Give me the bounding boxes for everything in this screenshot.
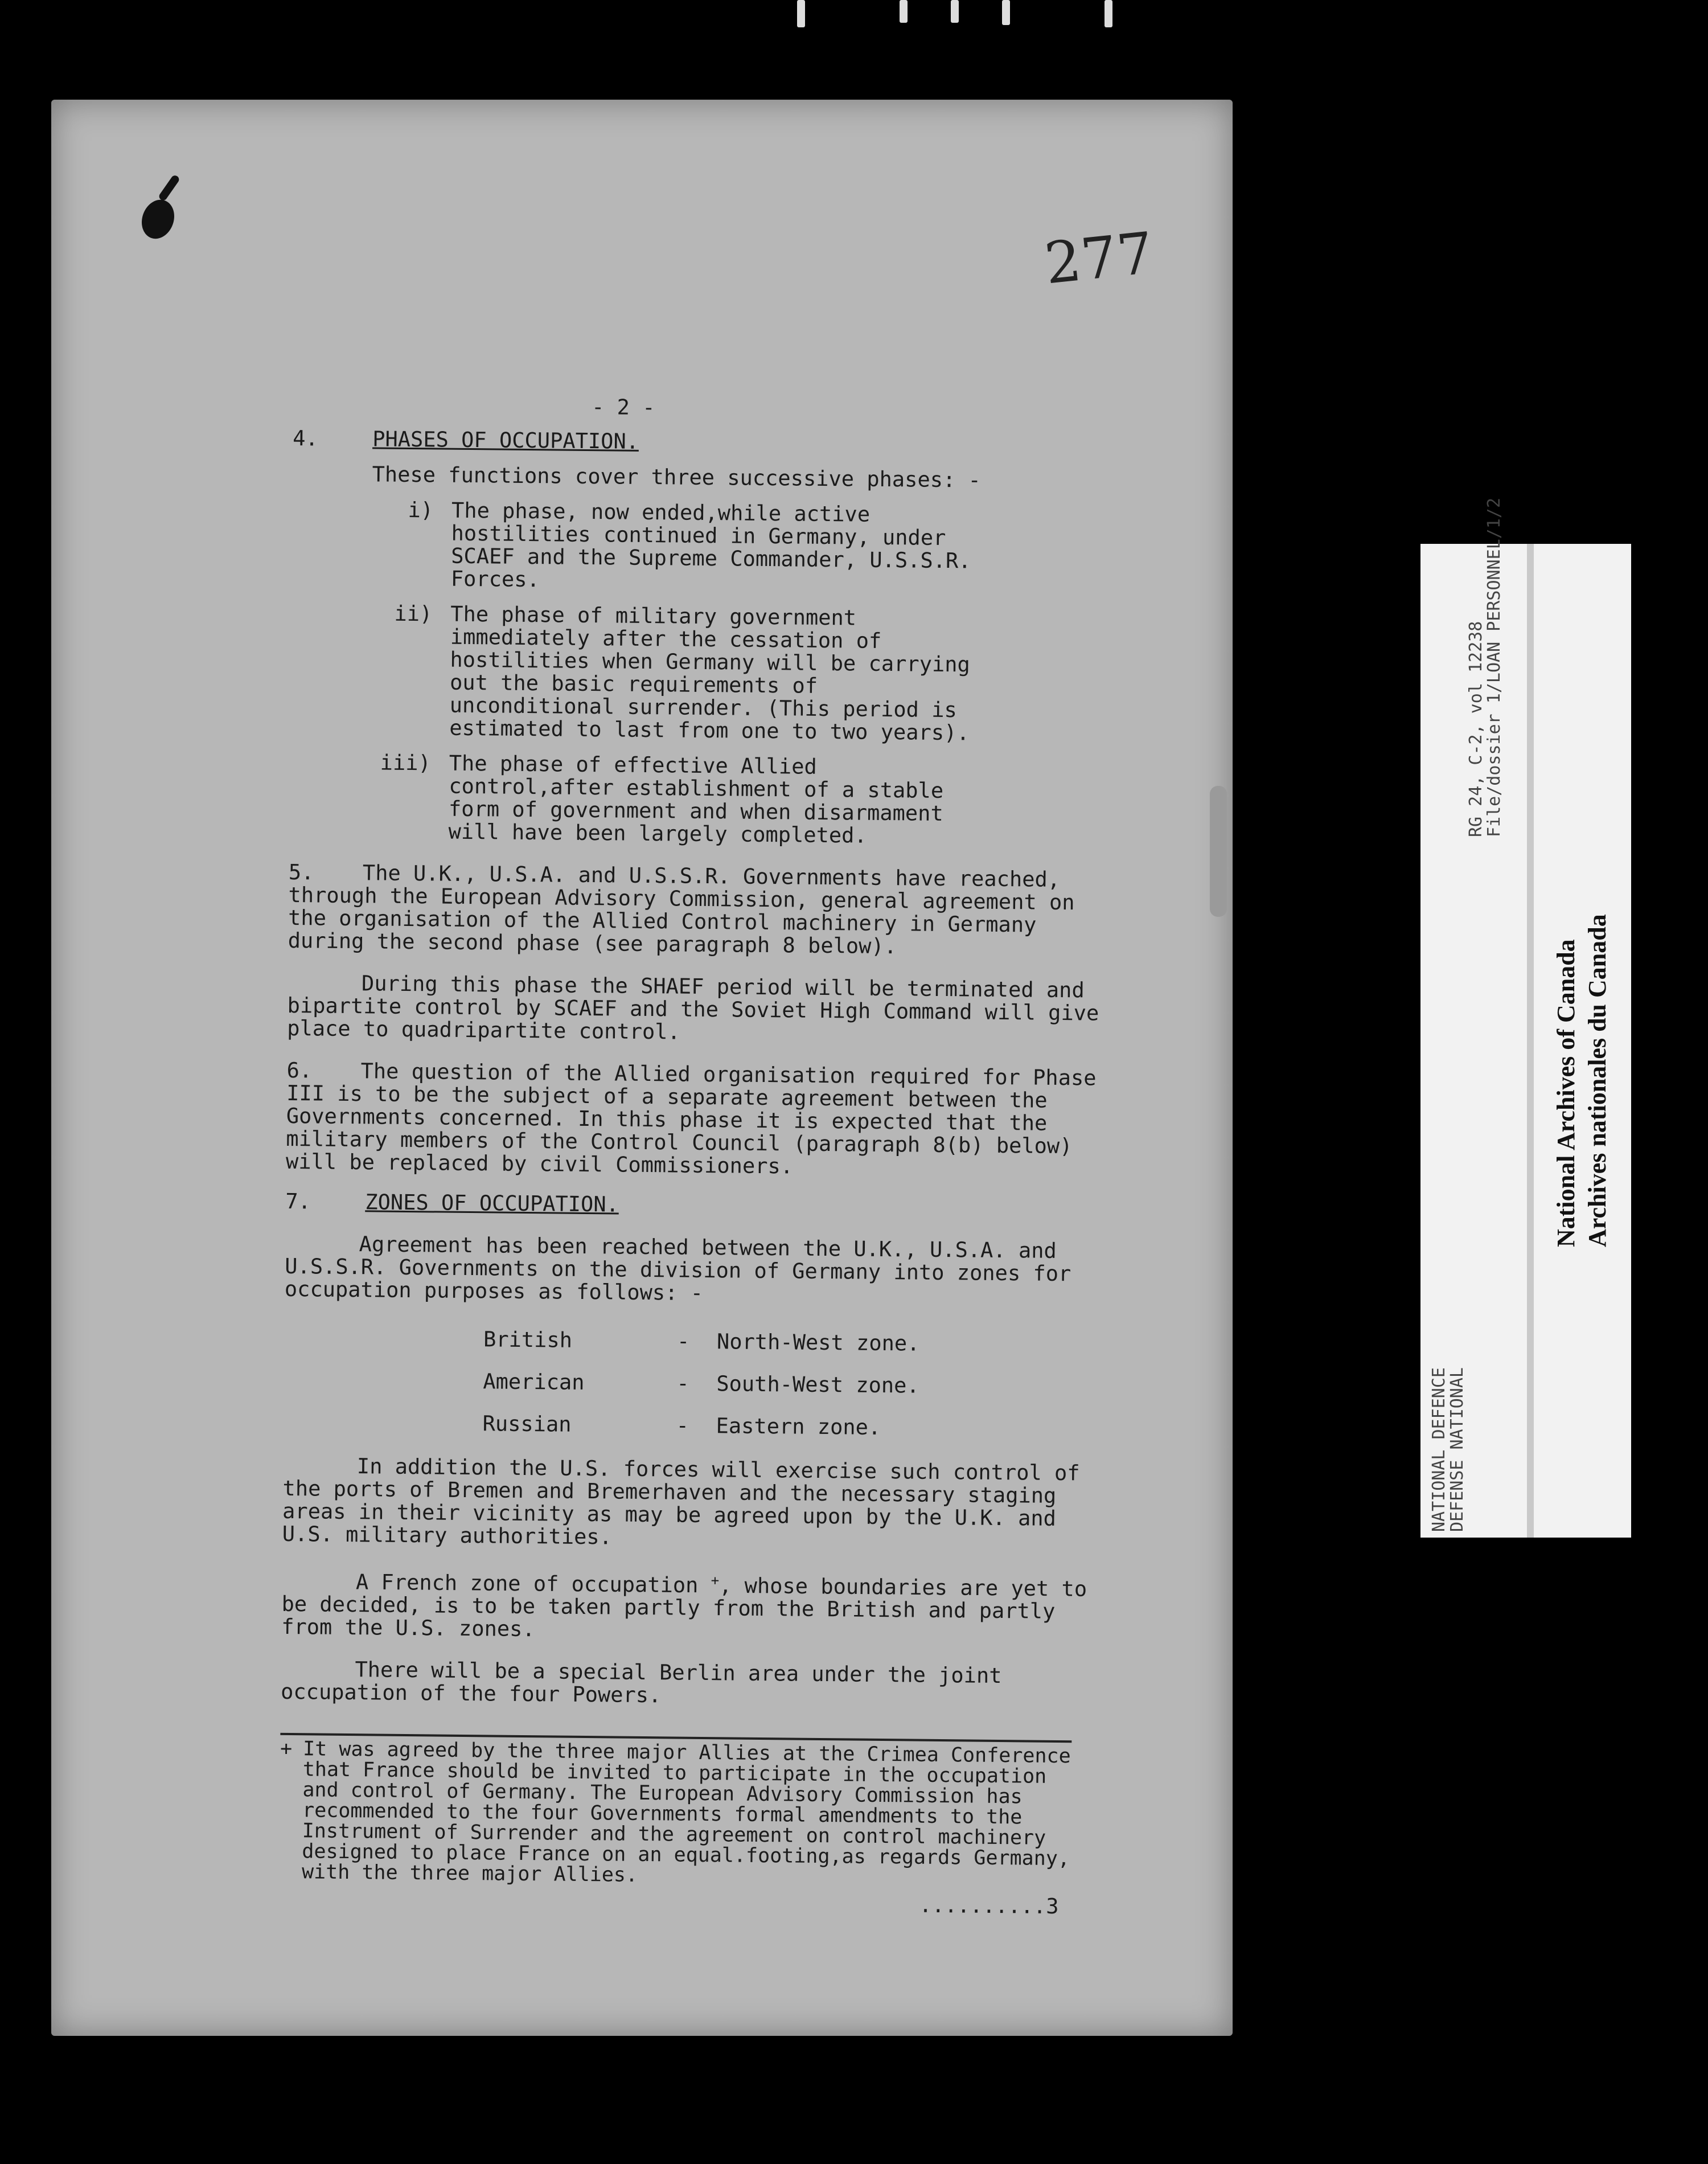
- archive-name-en: National Archives of Canada: [1552, 939, 1580, 1247]
- paragraph-5-continued: During this phase the SHAEF period will be terminated and bipartite control by SCAEF and the Soviet High Command will give place to quadripartite control.: [287, 971, 1099, 1044]
- section-7-intro: Agreement has been reached between the U.K., U.S.A. and U.S.S.R. Governments on the division of Germany into zones for occupation purposes as follows: -: [284, 1232, 1071, 1305]
- paragraph-6: [286, 1059, 1107, 1181]
- department-label-fr: DEFENSE NATIONAL: [1447, 1367, 1467, 1532]
- phase-item: [291, 498, 1112, 597]
- paragraph-text: The question of the Allied organisation required for Phase III is to be the subject of a separate agreement between the Governments concerned. In this phase it is expected that the military members of the Control Council (paragraph 8(b) below) will be replaced by civil Commissioners.: [285, 1059, 1097, 1179]
- phase-label: ii): [394, 601, 433, 626]
- section-number: 7.: [285, 1188, 311, 1214]
- phase-text: The phase, now ended,while active hostilities continued in Germany, under SCAEF and the Supreme Commander, U.S.S.R. Forces.: [450, 498, 971, 592]
- section-4-intro: These functions cover three successive phases: -: [372, 462, 982, 493]
- section-number: 4.: [293, 425, 319, 451]
- page-fold-crease: [1210, 786, 1227, 917]
- page-number: - 2 -: [591, 395, 655, 420]
- zone-name: North-West zone.: [716, 1329, 920, 1356]
- zone-nation: British: [483, 1327, 573, 1352]
- document-body: [278, 393, 1113, 1919]
- record-group-reference: RG 24, C-2, vol 12238: [1466, 621, 1486, 837]
- zone-row: [284, 1317, 1105, 1367]
- phase-item: [290, 601, 1111, 746]
- paragraph-number: 5.: [288, 859, 314, 885]
- phase-text: The phase of effective Allied control,after establishment of a stable form of government and when disarmament will have been largely completed.: [448, 751, 944, 848]
- phase-list: [289, 498, 1112, 850]
- zone-dash: -: [676, 1371, 689, 1396]
- zone-nation: American: [483, 1369, 585, 1395]
- section-title: ZONES OF OCCUPATION.: [365, 1190, 619, 1217]
- department-label-en: NATIONAL DEFENCE: [1429, 1367, 1449, 1532]
- paragraph-number: 6.: [286, 1058, 313, 1083]
- footnote-text: It was agreed by the three major Allies at the Crimea Conference that France should be invited to participate in the occupation and control of Germany. The European Advisory Commission has recommended to the four Governments formal amendments to the Instrument of Surrender and the agreement on control machinery designed to place France on an equal.footing,as regards Germany, with the three major Allies.: [301, 1737, 1071, 1887]
- section-title: PHASES OF OCCUPATION.: [372, 427, 639, 454]
- section-7-paragraph-ports: In addition the U.S. forces will exercise such control of the ports of Bremen and Bremerhaven and the necessary staging areas in their vicinity as may be agreed upon by the U.K. and U.S. military authorities.: [282, 1454, 1080, 1550]
- phase-label: iii): [380, 750, 431, 776]
- zone-row: [284, 1359, 1104, 1409]
- archive-name-fr: Archives nationales du Canada: [1583, 914, 1611, 1247]
- section-4-heading: [293, 427, 1112, 458]
- zone-row: [283, 1401, 1103, 1451]
- zone-list: [283, 1317, 1104, 1451]
- section-7-paragraph-berlin: There will be a special Berlin area under the joint occupation of the four Powers.: [280, 1657, 1002, 1708]
- zone-dash: -: [676, 1413, 689, 1438]
- zone-name: South-West zone.: [716, 1371, 919, 1398]
- zone-dash: -: [676, 1329, 690, 1354]
- paragraph-text: The U.K., U.S.A. and U.S.S.R. Governments have reached, through the European Advisory Commission, general agreement on the organisation of the Allied Control machinery in Germany during the second phase (see paragraph 8 below).: [288, 860, 1075, 959]
- footnote: [279, 1739, 1100, 1890]
- footnote-mark: +: [280, 1737, 293, 1761]
- phase-text: The phase of military government immediately after the cessation of hostilities when Germany will be carrying out the basic requirements of unconditional surrender. (This period is estimated to last from one to two years).: [449, 601, 970, 745]
- zone-name: Eastern zone.: [716, 1413, 881, 1440]
- phase-label: i): [408, 497, 434, 523]
- paragraph-text: , whose boundaries are yet to be decided, is to be taken partly from the British and partly from the U.S. zones.: [281, 1573, 1087, 1642]
- phase-item: [289, 751, 1109, 850]
- paragraph-5: [288, 861, 1108, 960]
- handwritten-folio-number: 277: [1041, 219, 1157, 297]
- section-7-paragraph-french-zone: [281, 1565, 1102, 1646]
- file-reference: File/dossier 1/LOAN PERSONNEL/1/2: [1484, 497, 1504, 837]
- film-sprocket-marks: [786, 0, 1116, 34]
- section-7-heading: [285, 1190, 1105, 1221]
- archive-strip-divider: [1527, 544, 1534, 1538]
- continuation-marker: ..........3: [919, 1893, 1059, 1919]
- zone-nation: Russian: [482, 1411, 572, 1437]
- footnote-reference: +: [711, 1572, 720, 1589]
- paragraph-text: A French zone of occupation: [355, 1569, 711, 1598]
